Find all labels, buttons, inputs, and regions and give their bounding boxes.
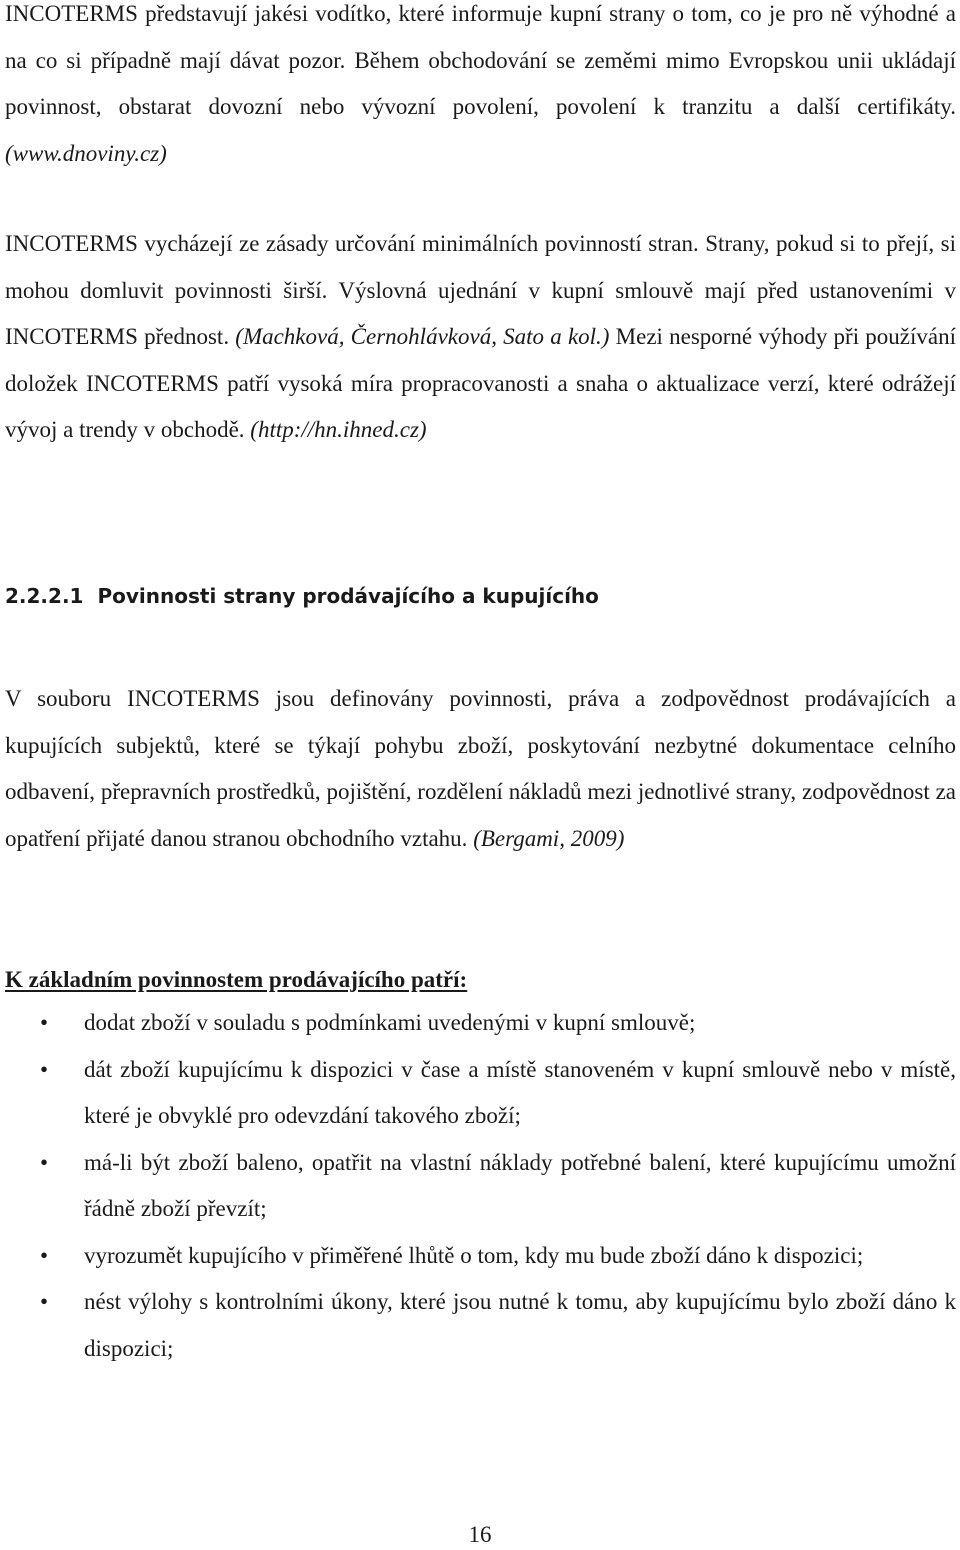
list-item-text: nést výlohy s kontrolními úkony, které jsou nutné k tomu, aby kupujícímu bylo zboží dáno k dispozici;: [84, 1289, 956, 1361]
paragraph-text: INCOTERMS vycházejí ze zásady určování minimálních povinností stran. Strany, pokud si to přejí, si mohou domluvit povinnosti širší. Výslovná ujednání v kupní smlouvě mají před ustanoveními v INCOTERMS přednost.: [5, 231, 956, 349]
paragraph-text: INCOTERMS představují jakési vodítko, které informuje kupní strany o tom, co je pro ně výhodné a na co si případně mají dávat pozor. Během obchodování se zeměmi mimo Evropskou unii ukládají povinnost, obstarat dovozní nebo vývozní povolení, povolení k tranzitu a další certifikáty.: [5, 1, 956, 119]
list-item-text: dodat zboží v souladu s podmínkami uvedenými v kupní smlouvě;: [84, 1010, 696, 1035]
page-number: 16: [468, 1522, 492, 1547]
paragraph-incoterms-definition: [5, 676, 956, 862]
list-item-text: má-li být zboží baleno, opatřit na vlastní náklady potřebné balení, které kupujícímu umožní řádně zboží převzít;: [84, 1149, 956, 1221]
bullet-icon: •: [40, 1149, 49, 1175]
bullet-icon: •: [40, 1010, 49, 1035]
list-item: [5, 1279, 956, 1372]
list-item: [5, 1047, 956, 1140]
citation: (http://hn.ihned.cz): [250, 417, 427, 442]
list-item-text: vyrozumět kupujícího v přiměřené lhůtě o tom, kdy mu bude zboží dáno k dispozici;: [84, 1242, 864, 1268]
bullet-icon: •: [40, 1242, 49, 1268]
list-item-text: dát zboží kupujícímu k dispozici v čase a místě stanoveném v kupní smlouvě nebo v místě, které je obvyklé pro odevzdání takového zboží;: [84, 1056, 956, 1128]
bullet-icon: •: [40, 1056, 49, 1082]
section-number: 2.2.2.1: [5, 584, 84, 608]
section-heading: [5, 580, 956, 612]
citation: (www.dnoviny.cz): [5, 140, 167, 166]
list-heading: K základním povinnostem prodávajícího patří:: [5, 967, 468, 992]
paragraph-incoterms-guide: [5, 0, 956, 177]
seller-duties-list: [5, 1000, 956, 1372]
list-item: [5, 1140, 956, 1233]
section-title: Povinnosti strany prodávajícího a kupujícího: [97, 584, 599, 608]
list-item: [5, 1000, 956, 1047]
citation: (Bergami, 2009): [473, 825, 625, 851]
citation: (Machková, Černohlávková, Sato a kol.): [235, 324, 610, 349]
paragraph-text: V souboru INCOTERMS jsou definovány povinnosti, práva a zodpovědnost prodávajících a kupujících subjektů, které se týkají pohybu zboží, poskytování nezbytné dokumentace celního odbavení, přepravních prostředků, pojištění, rozdělení nákladů mezi jednotlivé strany, zodpovědnost za opatření přijaté danou stranou obchodního vztahu.: [5, 686, 956, 851]
paragraph-incoterms-principles: [5, 221, 956, 454]
paragraph-text: Mezi nesporné výhody při používání doložek INCOTERMS patří vysoká míra propracovanosti a snaha o aktualizace verzí, které odrážejí vývoj a trendy v obchodě.: [5, 324, 956, 442]
bullet-icon: •: [40, 1289, 49, 1314]
list-item: [5, 1233, 956, 1280]
